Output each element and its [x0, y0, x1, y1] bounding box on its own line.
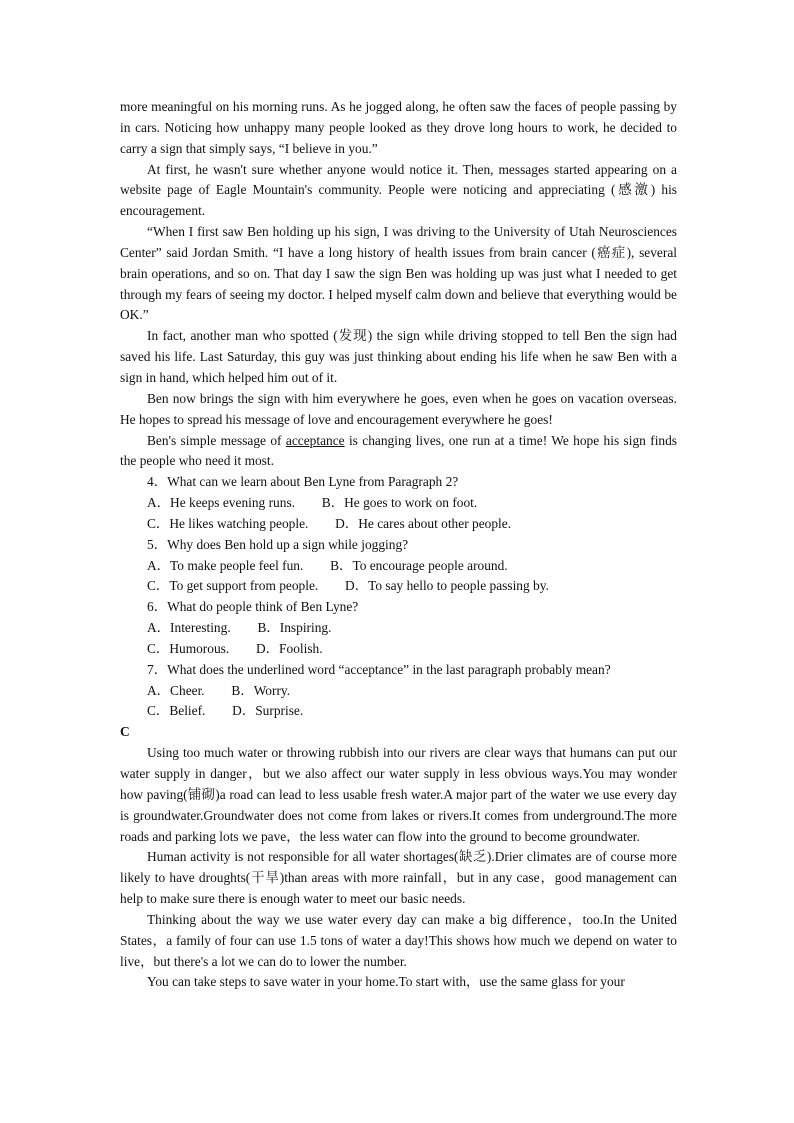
question-6-options-cd: C．Humorous. D．Foolish.	[147, 640, 323, 656]
question-7-options-cd: C．Belief. D．Surprise.	[147, 703, 304, 719]
passage-b-paragraph-1: more meaningful on his morning runs. As he jogged along, he often saw the faces of people passing by in cars. Noticing how unhappy many people looked as they drove long hours to work, he decided to carry a sign that simply says, “I believe in you.”	[120, 99, 677, 156]
passage-b-paragraph-2: At first, he wasn't sure whether anyone would notice it. Then, messages started appearing on a website page of Eagle Mountain's community. People were noticing and appreciating (感激) his encouragement.	[120, 161, 677, 219]
passage-c-paragraph-1: Using too much water or throwing rubbish into our rivers are clear ways that humans can put our water supply in danger，but we also affect our water supply in less obvious ways.You may wonder how paving(铺砌)a road can lead to less usable fresh water.A major part of the water we use every day is groundwater.Groundwater does not come from lakes or rivers.It comes from underground.The more roads and parking lots we pave，the less water can flow into the ground to become groundwater.	[120, 745, 677, 844]
passage-b-paragraph-3: “When I first saw Ben holding up his sign, I was driving to the University of Utah Neurosciences Center” said Jordan Smith. “I have a long history of health issues from brain cancer (癌症), several brain operations, and so on. That day I saw the sign Ben was holding up was just what I needed to get through my fears of seeing my doctor. I helped myself calm down and believe that everything would be OK.”	[120, 224, 677, 323]
question-5: 5．Why does Ben hold up a sign while jogging?	[147, 536, 409, 552]
question-6-options-ab: A．Interesting. B．Inspiring.	[147, 620, 332, 636]
question-7-options-ab: A．Cheer. B．Worry.	[147, 682, 291, 698]
question-5-options-cd: C．To get support from people. D．To say hello to people passing by.	[147, 578, 549, 594]
section-heading: C	[120, 724, 130, 740]
passage-b-paragraph-5: Ben now brings the sign with him everywhere he goes, even when he goes on vacation overseas. He hopes to spread his message of love and encouragement everywhere he goes!	[120, 390, 677, 427]
paragraph-6-text-start: Ben's simple message of	[147, 432, 286, 448]
question-4-options-cd: C．He likes watching people. D．He cares about other people.	[147, 515, 512, 531]
question-5-options-ab: A．To make people feel fun. B．To encourage people around.	[147, 557, 508, 573]
underlined-word: acceptance	[285, 432, 345, 448]
passage-b-paragraph-6	[120, 431, 677, 473]
question-6: 6．What do people think of Ben Lyne?	[147, 599, 359, 615]
passage-c-paragraph-2: Human activity is not responsible for all water shortages(缺乏).Drier climates are of course more likely to have droughts(干旱)than areas with more rainfall，but in any case，good management can help to make sure there is enough water to meet our basic needs.	[120, 849, 677, 907]
document-page	[120, 97, 677, 993]
paragraph-6-text-end: is changing lives, one run at a time! We hope his sign finds the people who need it most.	[120, 432, 678, 469]
passage-b-paragraph-4: In fact, another man who spotted (发现) the sign while driving stopped to tell Ben the sign had saved his life. Last Saturday, this guy was just thinking about ending his life when he saw Ben with a sign in hand, which helped him out of it.	[120, 328, 677, 385]
question-4: 4．What can we learn about Ben Lyne from Paragraph 2?	[147, 474, 459, 490]
passage-c-paragraph-4: You can take steps to save water in your home.To start with，use the same glass for your	[147, 974, 625, 990]
question-7: 7．What does the underlined word “acceptance” in the last paragraph probably mean?	[147, 661, 611, 677]
passage-c-paragraph-3: Thinking about the way we use water every day can make a big difference，too.In the United States，a family of four can use 1.5 tons of water a day!This shows how much we depend on water to live，but there's a lot we can do to lower the number.	[120, 911, 677, 969]
question-4-options-ab: A．He keeps evening runs. B．He goes to work on foot.	[147, 495, 478, 511]
